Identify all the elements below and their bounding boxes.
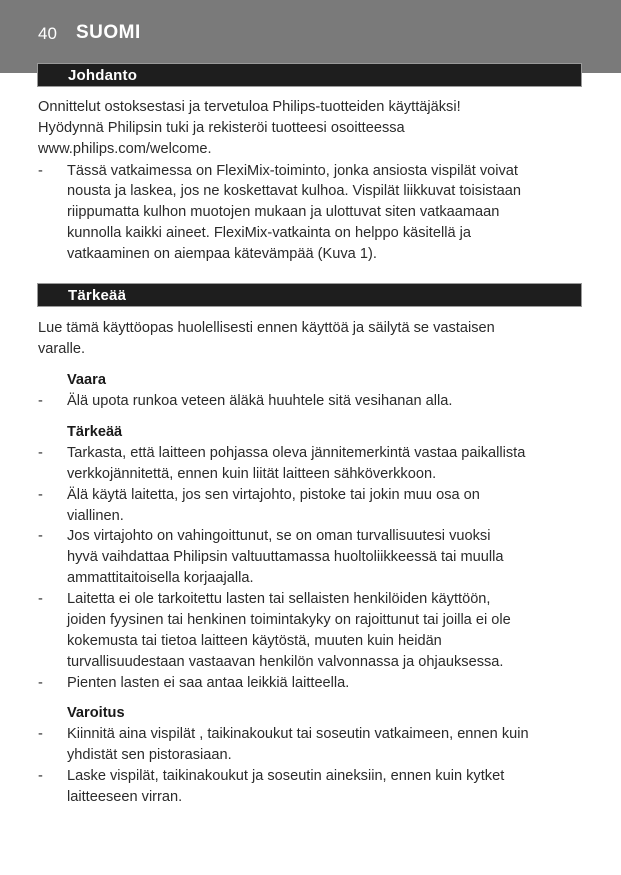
danger-title: Vaara [67,372,106,388]
warning-item: Älä käytä laitetta, jos sen virtajohto, pistoke tai jokin muu osa on [67,487,480,503]
caution-item: Kiinnitä aina vispilät , taikinakoukut tai soseutin vatkaimeen, ennen kuin [67,726,529,742]
warning-item: Laitetta ei ole tarkoitettu lasten tai sellaisten henkilöiden käyttöön, [67,591,491,607]
bullet-dash: - [38,726,43,742]
section-heading-intro [37,63,582,87]
intro-line: Hyödynnä Philipsin tuki ja rekisteröi tuotteesi osoitteessa [38,120,405,136]
important-intro-line: Lue tämä käyttöopas huolellisesti ennen käyttöä ja säilytä se vastaisen [38,320,495,336]
warning-item: Tarkasta, että laitteen pohjassa oleva jännitemerkintä vastaa paikallista [67,445,526,461]
bullet-line: Tässä vatkaimessa on FlexiMix-toiminto, jonka ansiosta vispilät voivat [67,163,518,179]
caution-item: yhdistät sen pistorasiaan. [67,747,232,763]
caution-item: laitteeseen virran. [67,789,183,805]
warning-item: Jos virtajohto on vahingoittunut, se on oman turvallisuutesi vuoksi [67,528,491,544]
bullet-dash: - [38,768,43,784]
bullet-dash: - [38,528,43,544]
warning-item: joiden fyysinen tai henkinen toimintakyky on rajoittunut tai joilla ei ole [67,612,511,628]
language-label: SUOMI [76,22,141,43]
warning-item: ammattitaitoisella korjaajalla. [67,570,254,586]
warning-item: Pienten lasten ei saa antaa leikkiä laitteella. [67,675,350,691]
section-heading-important [37,283,582,307]
bullet-line: riippumatta kulhon muotojen mukaan ja ulottuvat siten vatkaamaan [67,204,500,220]
caution-title: Varoitus [67,705,125,721]
bullet-dash: - [38,675,43,691]
bullet-line: kunnolla kaikki aineet. FlexiMix-vatkainta on helppo käsitellä ja [67,225,471,241]
warning-item: hyvä vaihdattaa Philipsin valtuuttamassa huoltoliikkeessä tai muulla [67,549,504,565]
bullet-dash: - [38,487,43,503]
bullet-line: vatkaaminen on aiempaa kätevämpää (Kuva 1). [67,246,377,262]
section-title-important: Tärkeää [68,287,127,304]
danger-item: Älä upota runkoa veteen äläkä huuhtele sitä vesihanan alla. [67,393,453,409]
caution-item: Laske vispilät, taikinakoukut ja soseutin aineksiin, ennen kuin kytket [67,768,505,784]
section-title-intro: Johdanto [68,67,138,84]
warning-item: viallinen. [67,508,124,524]
intro-line: Onnittelut ostoksestasi ja tervetuloa Philips-tuotteiden käyttäjäksi! [38,99,461,115]
warning-item: verkkojännitettä, ennen kuin liität laitteen sähköverkkoon. [67,466,437,482]
page-number: 40 [38,24,57,43]
warning-item: turvallisuudestaan vastaavan henkilön valvonnassa ja ohjauksessa. [67,654,504,670]
warning-item: kokemusta tai tietoa laitteen käytöstä, muuten kuin heidän [67,633,442,649]
bullet-dash: - [38,163,43,179]
warning-title: Tärkeää [67,424,123,440]
bullet-dash: - [38,393,43,409]
bullet-dash: - [38,591,43,607]
bullet-dash: - [38,445,43,461]
intro-url: www.philips.com/welcome. [38,141,212,157]
important-intro-line: varalle. [38,341,86,357]
bullet-line: nousta ja laskea, jos ne koskettavat kulhoa. Vispilät liikkuvat toisistaan [67,183,522,199]
